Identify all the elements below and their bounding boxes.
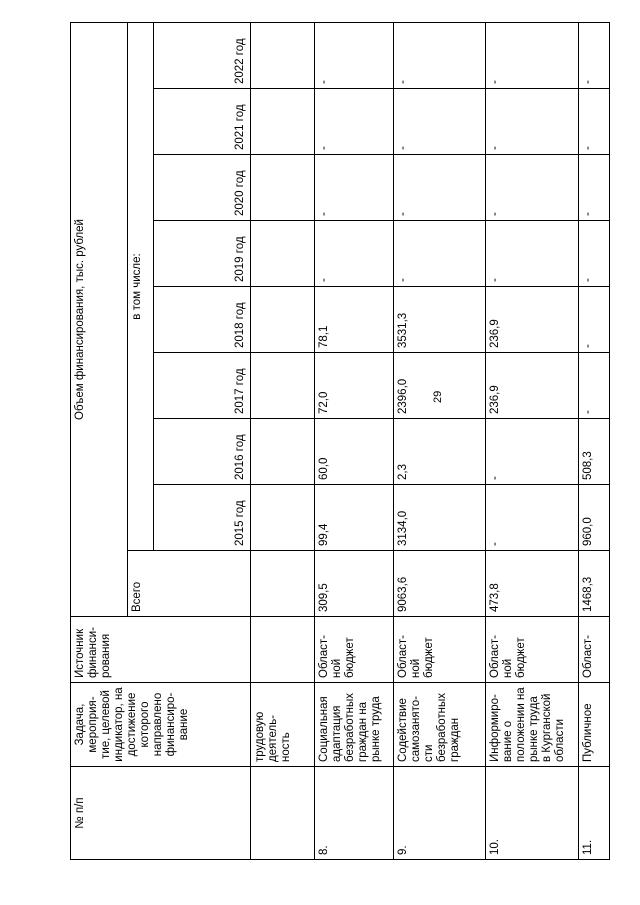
header-including: в том числе: (128, 22, 154, 550)
row-task: трудовую деятель-ность (251, 683, 315, 767)
header-year-2017: 2017 год (154, 353, 251, 419)
row-task: Информиро-вание о положении на рынке труда в Курганской области (485, 683, 578, 767)
row-task: Публичное (579, 683, 610, 767)
row-value: - (393, 155, 485, 221)
row-value: - (314, 89, 393, 155)
row-value: 99,4 (314, 485, 393, 551)
row-task: Социальная адаптация безработных граждан на рынке труда (314, 683, 393, 767)
row-value: 508,3 (579, 419, 610, 485)
row-no: 9. (393, 767, 485, 860)
financing-table (70, 22, 610, 860)
page-number: 29 (432, 390, 444, 403)
row-value: - (579, 353, 610, 419)
rotated-table-sheet (70, 30, 610, 860)
row-value (251, 22, 315, 88)
row-source: Област-ной бюджет (393, 617, 485, 683)
row-no: 11. (579, 767, 610, 860)
row-total: 309,5 (314, 551, 393, 617)
row-value: - (485, 221, 578, 287)
table-row (251, 22, 315, 859)
row-value: - (579, 22, 610, 88)
table-row (579, 22, 610, 859)
row-value: 3531,3 (393, 287, 485, 353)
row-value: - (393, 89, 485, 155)
header-year-2016: 2016 год (154, 419, 251, 485)
row-no: 10. (485, 767, 578, 860)
row-value: - (393, 221, 485, 287)
row-total: 473,8 (485, 551, 578, 617)
row-source: Област- (579, 617, 610, 683)
row-value (251, 353, 315, 419)
header-no: № п/п (71, 767, 251, 860)
row-source: Област-ной бюджет (485, 617, 578, 683)
row-value (251, 221, 315, 287)
row-value: - (314, 155, 393, 221)
row-value: 72,0 (314, 353, 393, 419)
row-value (251, 89, 315, 155)
row-value: - (485, 89, 578, 155)
row-no: 8. (314, 767, 393, 860)
header-year-2022: 2022 год (154, 22, 251, 88)
table-row (314, 22, 393, 859)
row-value: - (579, 287, 610, 353)
row-value: - (485, 419, 578, 485)
row-value (251, 485, 315, 551)
row-total (251, 551, 315, 617)
row-no (251, 767, 315, 860)
row-value: - (314, 22, 393, 88)
header-volume: Объем финансирования, тыс. рублей (71, 22, 128, 616)
row-value: - (485, 485, 578, 551)
row-value: - (393, 22, 485, 88)
row-value (251, 155, 315, 221)
header-year-2019: 2019 год (154, 221, 251, 287)
row-source: Област-ной бюджет (314, 617, 393, 683)
header-year-2021: 2021 год (154, 89, 251, 155)
row-value (251, 419, 315, 485)
header-row-1 (71, 22, 128, 859)
row-value: 236,9 (485, 287, 578, 353)
header-year-2020: 2020 год (154, 155, 251, 221)
row-value: - (485, 22, 578, 88)
row-value: 236,9 (485, 353, 578, 419)
row-value: - (485, 155, 578, 221)
row-value: - (579, 89, 610, 155)
table-row (393, 22, 485, 859)
table-row (485, 22, 578, 859)
row-value: - (314, 221, 393, 287)
row-total: 1468,3 (579, 551, 610, 617)
header-total: Всего (128, 551, 251, 617)
row-value: 78,1 (314, 287, 393, 353)
row-value: - (579, 155, 610, 221)
header-source: Источник финанси-рования (71, 617, 251, 683)
row-total: 9063,6 (393, 551, 485, 617)
row-value: 2396,0 (393, 353, 485, 419)
header-year-2015: 2015 год (154, 485, 251, 551)
row-value: 960,0 (579, 485, 610, 551)
row-value: - (579, 221, 610, 287)
header-year-2018: 2018 год (154, 287, 251, 353)
row-source (251, 617, 315, 683)
row-value: 2,3 (393, 419, 485, 485)
row-task: Содействие самозанято-сти безработных граждан (393, 683, 485, 767)
row-value: 3134,0 (393, 485, 485, 551)
row-value: 60,0 (314, 419, 393, 485)
row-value (251, 287, 315, 353)
header-task: Задача, мероприя-тие, целевой индикатор, на достижение которого направлено финансиро-вание (71, 683, 251, 767)
